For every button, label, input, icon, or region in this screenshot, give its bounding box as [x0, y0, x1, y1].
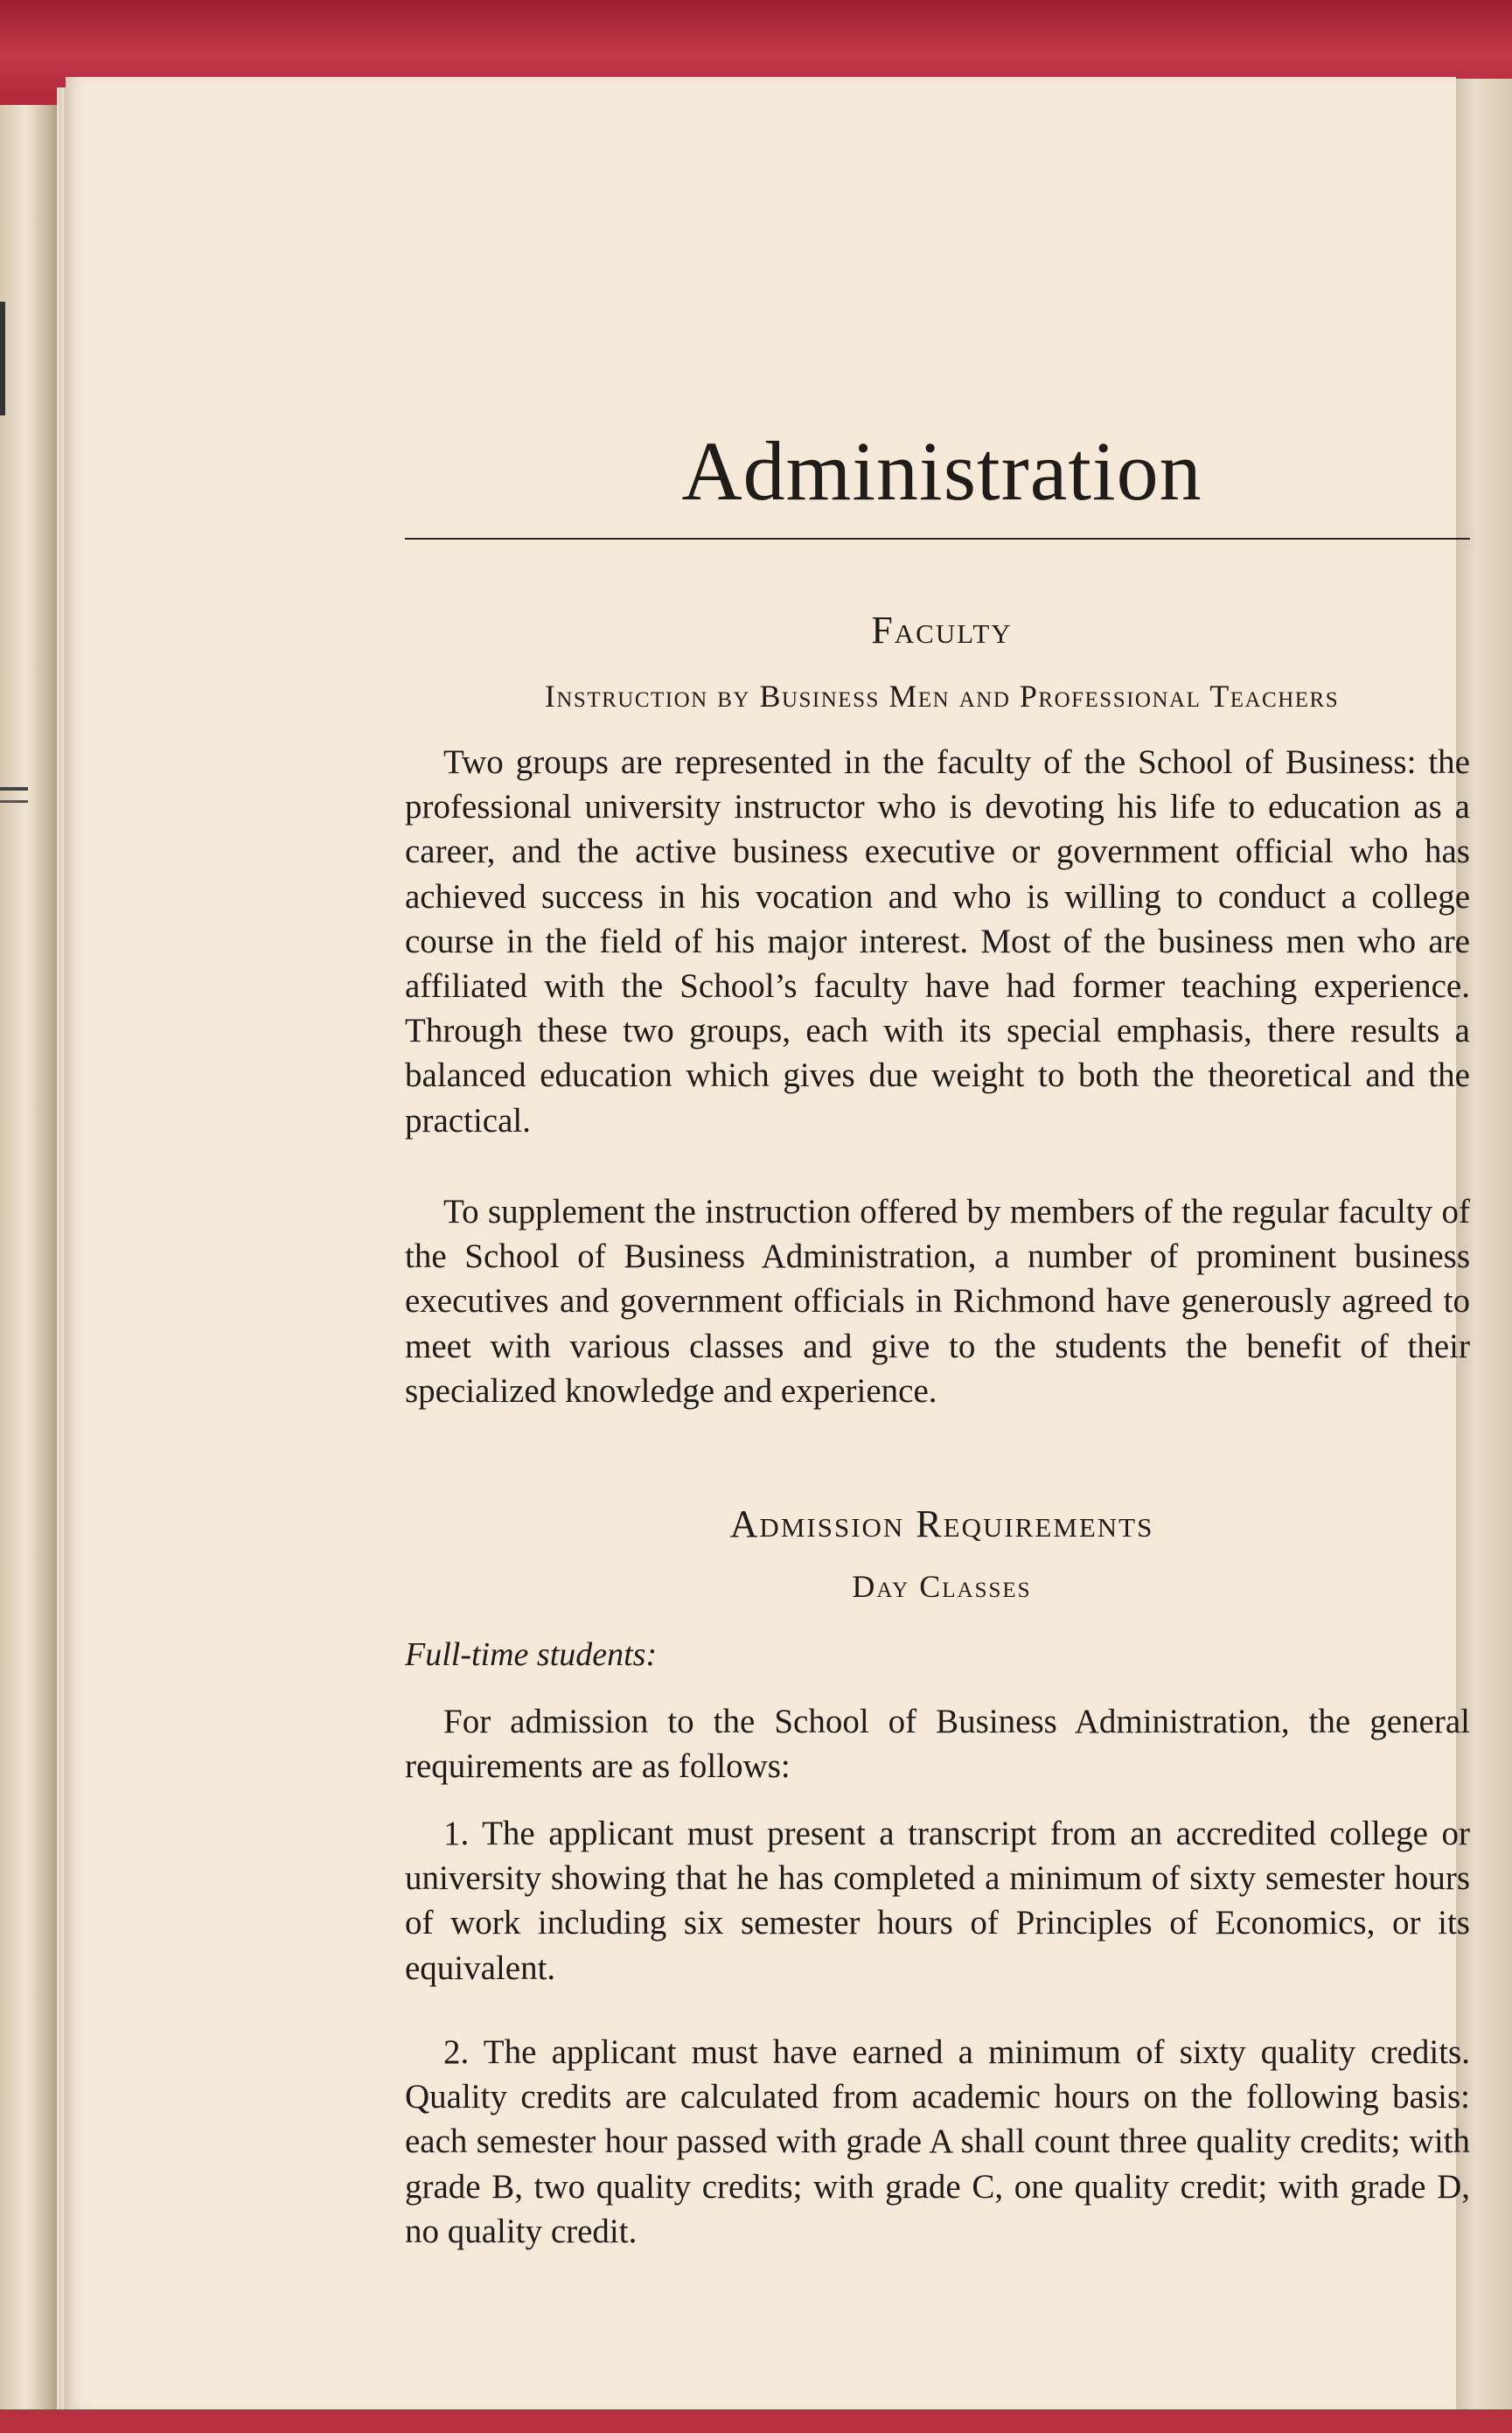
faculty-subheading: Instruction by Business Men and Professional Teachers [544, 679, 1340, 714]
facing-page-edge [0, 105, 66, 2423]
document-page [66, 77, 1470, 2410]
full-time-label: Full-time students: [405, 1636, 658, 1673]
page-title: Administration [681, 424, 1202, 518]
day-classes-heading: Day Classes [852, 1569, 1032, 1604]
admission-paragraph: 1. The applicant must present a transcript from an accredited college or university showing that he has completed a minimum of sixty semester hours of work including six semester hours of Principles of Economics, or its equivalent. [405, 1815, 1470, 1987]
admission-paragraph: For admission to the School of Business Administration, the general requirements are as follows: [405, 1703, 1470, 1786]
edge-rule [0, 800, 28, 803]
faculty-paragraph: To supplement the instruction offered by members of the regular faculty of the School of Business Administration, a number of prominent business executives and government officials in Richmond have generously agreed to meet with various classes and give to the students the benefit of their specialized knowledge and experience. [405, 1193, 1470, 1410]
faculty-heading: Faculty [871, 609, 1013, 652]
book-cover-bottom [0, 2409, 1512, 2433]
title-divider [405, 538, 1470, 540]
admission-paragraph: 2. The applicant must have earned a minimum of sixty quality credits. Quality credits are calculated from academic hours on the following basis: each semester hour passed with grade A shall count three quality credits; with grade B, two quality credits; with grade C, one quality credit; with grade D, no quality credit. [405, 2033, 1470, 2250]
edge-mark [0, 302, 5, 415]
edge-rule [0, 787, 28, 791]
admission-heading: Admission Requirements [729, 1502, 1154, 1545]
faculty-paragraph: Two groups are represented in the faculty of the School of Business: the professional university instructor who is devoting his life to education as a career, and the active business executive or government official who has achieved success in his vocation and who is willing to conduct a college course in the field of his major interest. Most of the business men who are affiliated with the School’s faculty have had former teaching experience. Through these two groups, each with its special emphasis, there results a balanced education which gives due weight to both the theoretical and the practical. [405, 743, 1470, 1140]
